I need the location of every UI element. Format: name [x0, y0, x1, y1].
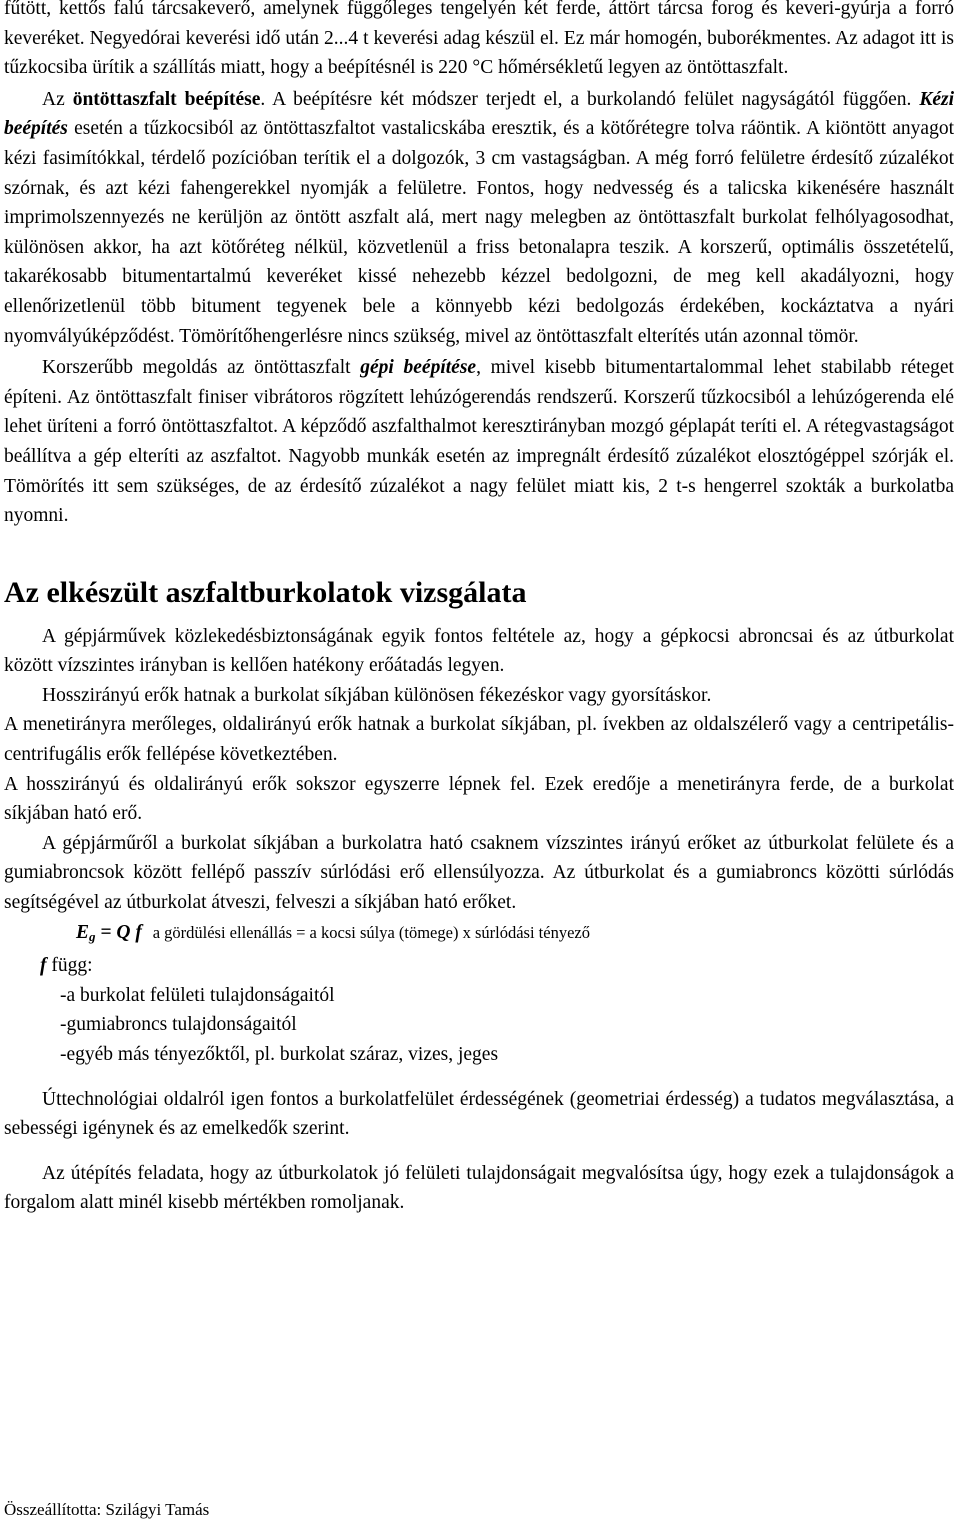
- term-machine-laying: gépi beépítése: [360, 357, 477, 379]
- f-depends-line: f függ:: [40, 955, 93, 977]
- paragraph-task: Az útépítés feladata, hogy az útburkolatok jó felületi tulajdonságait megvalósítsa úgy, hogy ezek a tulajdonságok a forgalom alatt minél kisebb mértékben romoljanak.: [4, 1162, 954, 1214]
- formula-expression: $E_g = Q$ f: [76, 921, 142, 944]
- paragraph-safety: A gépjárművek közlekedésbiztonságának egyik fontos feltétele az, hogy a gépkocsi abroncsai és az útburkolat között vízszintes irányban is kellően hatékony erőátadás legyen.: [4, 625, 954, 677]
- formula-description: a gördülési ellenállás = a kocsi súlya (tömege) x súrlódási tényező: [152, 922, 590, 942]
- paragraph-roughness: Úttechnológiai oldalról igen fontos a burkolatfelület érdességének (geometriai érdesség) a tudatos megválasztása, a sebességi igénynek és az emelkedők szerint.: [4, 1088, 954, 1140]
- paragraph-longitudinal-forces: Hosszirányú erők hatnak a burkolat síkjában különösen fékezéskor vagy gyorsításkor.: [42, 684, 712, 706]
- formula-rolling-resistance: [76, 918, 954, 952]
- footer-author: Összeállította: Szilágyi Tamás: [4, 1500, 210, 1519]
- paragraph-machine-laying: Korszerűbb megoldás az öntöttaszfalt gépi beépítése, mivel kisebb bitumentartalommal lehet stabilabb réteget építeni. Az öntöttaszfalt finiser vibrátoros rögzített lehúzógerendás rendszerű. Korszerű tűzkocsiból a lehúzógerenda elé lehet üríteni a forró öntöttaszfaltot. A képződő aszfalthalmot keresztirányban mozgó géplapát teríti el. A rétegvastagságot beállítva a gép elteríti az aszfaltot. Nagyobb munkák esetén az impregnált érdesítő zúzalékot elosztógéppel szórják el. Tömörítés itt sem szükséges, de az érdesítő zúzalékot a nagy felület miatt kis, 2 t-s hengerrel szokták a burkolatba nyomni.: [4, 357, 954, 527]
- list-item: -egyéb más tényezőktől, pl. burkolat száraz, vizes, jeges: [60, 1044, 499, 1065]
- term-manual-laying: Kézi beépítés: [4, 88, 955, 140]
- paragraph-resultant-force: A hosszirányú és oldalirányú erők sokszor egyszerre lépnek fel. Ezek eredője a menetirányra ferde, de a burkolat síkjában ható erő.: [4, 773, 954, 825]
- document-page: [4, 0, 954, 1218]
- paragraph-friction: A gépjárműről a burkolat síkjában a burkolatra ható csaknem vízszintes irányú erőket az útburkolat felülete és a gumiabroncsok között fellépő passzív súrlódási erő ellensúlyozza. Az útburkolat és a gumiabroncs közötti súrlódás segítségével az útburkolat átveszi, felveszi a síkjában ható erőket.: [4, 832, 954, 914]
- paragraph-lateral-forces: A menetirányra merőleges, oldalirányú erők hatnak a burkolat síkjában, pl. ívekben az oldalszélerő vagy a centripetális-centrifugális erők fellépése következtében.: [4, 714, 954, 766]
- term-casting-asphalt-laying: öntöttaszfalt beépítése: [72, 88, 261, 110]
- paragraph-manual-laying: Az öntöttaszfalt beépítése. A beépítésre két módszer terjedt el, a burkolandó felület nagyságától függően. Kézi beépítés esetén a tűzkocsiból az öntöttaszfaltot vastalicskába eresztik, és a kötőrétegre tolva ráöntik. A kiöntött anyagot kézi fasimítókkal, térdelő pozícióban terítik el a dolgozók, 3 cm vastagságban. A még forró felületre érdesítő zúzalékot szórnak, és azt kézi fahengerekkel nyomják a felületre. Fontos, hogy nedvesség és a talicska kikenésére használt imprimolszennyezés ne kerüljön az öntött aszfalt alá, mert nagy melegben az öntöttaszfalt burkolat felhólyagosodhat, különösen akkor, ha azt kötőréteg nélkül, közvetlenül a friss betonalapra teszik. A korszerű, optimális összetételű, takarékosabb bitumentartalmú keveréket kissé nehezebb kézzel bedolgozni, de meg kell akadályozni, hogy ellenőrizetlenül több bitument tegyenek bele a könnyebb kézi bedolgozás érdekében, kockáztatva a nyári nyomvályúképződést. Tömörítőhengerlésre nincs szükség, mivel az öntöttaszfalt elterítés után azonnal tömör.: [4, 88, 955, 347]
- list-item: -a burkolat felületi tulajdonságaitól: [60, 984, 335, 1006]
- section-heading: Az elkészült aszfaltburkolatok vizsgálata: [4, 575, 527, 609]
- list-item: -gumiabroncs tulajdonságaitól: [60, 1014, 297, 1036]
- paragraph-mixing: fűtött, kettős falú tárcsakeverő, amelynek függőleges tengelyén két ferde, áttört tárcsa forog és keveri-gyúrja a forró keveréket. Negyedórai keverési idő után 2...4 t keverési adag készül el. Ez már homogén, buborékmentes. Az adagot itt is tűzkocsiba ürítik a szállítás miatt, hogy a beépítésnél is 220 °C hőmérsékletű legyen az öntöttaszfalt.: [4, 0, 954, 79]
